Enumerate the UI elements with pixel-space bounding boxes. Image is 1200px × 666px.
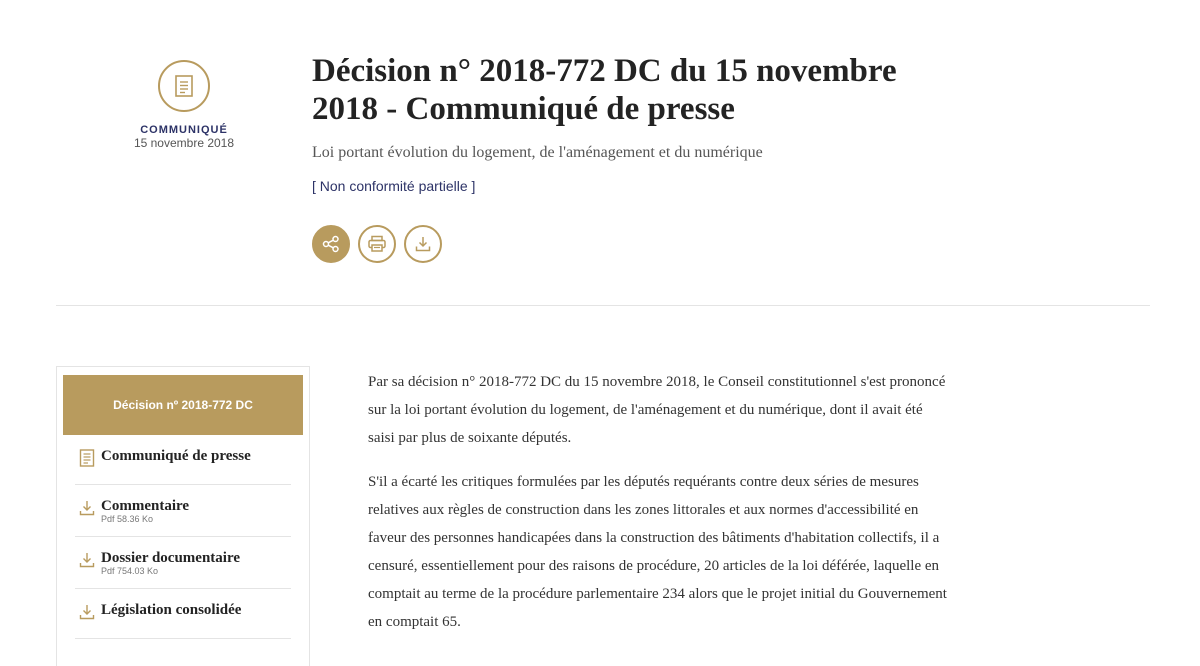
sidebar-item-label: Dossier documentaire xyxy=(101,550,241,566)
share-button[interactable] xyxy=(312,225,350,263)
section-divider xyxy=(56,305,1150,306)
download-icon xyxy=(79,603,95,621)
press-release-body xyxy=(368,368,953,652)
download-button[interactable] xyxy=(404,225,442,263)
paragraph: S'il a écarté les critiques formulées par les députés requérants contre deux séries de mesures relatives aux règles de construction dans les zones littorales et aux normes d'accessibilité en faveur des personnes handicapées dans la construction des bâtiments d'habitation collectifs, il a censuré, essentiellement pour des raisons de procédure, 20 articles de la loi déférée, laquelle en comptait au terme de la procédure parlementaire 234 alors que le projet initial du Gouvernement en comptait 65. xyxy=(368,474,947,630)
badge-type: COMMUNIQUÉ xyxy=(140,124,228,136)
document-type-badge xyxy=(120,60,248,150)
decision-status: [ Non conformité partielle ] xyxy=(312,178,476,194)
share-icon xyxy=(322,235,340,253)
document-icon xyxy=(79,449,95,467)
sidebar-item-communique[interactable] xyxy=(75,435,291,485)
sidebar-item-label: Commentaire xyxy=(101,498,190,514)
action-buttons xyxy=(312,225,442,263)
badge-circle xyxy=(158,60,210,112)
page-title: Décision n° 2018-772 DC du 15 novembre 2018 - Communiqué de presse xyxy=(312,53,897,127)
sidebar-item-label: Communiqué de presse xyxy=(101,448,251,464)
sidebar-item-legislation[interactable] xyxy=(75,589,291,639)
download-icon xyxy=(79,499,95,517)
file-size: Pdf 754.03 Ko xyxy=(101,566,159,576)
badge-date: 15 novembre 2018 xyxy=(133,136,235,150)
decision-sidebar xyxy=(56,366,310,666)
download-icon xyxy=(79,551,95,569)
print-icon xyxy=(367,235,387,253)
download-icon xyxy=(414,235,432,253)
file-size: Pdf 58.36 Ko xyxy=(101,514,154,524)
print-button[interactable] xyxy=(358,225,396,263)
sidebar-item-dossier[interactable] xyxy=(75,537,291,589)
sidebar-item-commentaire[interactable] xyxy=(75,485,291,537)
page-subtitle: Loi portant évolution du logement, de l'aménagement et du numérique xyxy=(312,144,763,161)
sidebar-header[interactable]: Décision nº 2018-772 DC xyxy=(63,375,303,435)
sidebar-item-label: Législation consolidée xyxy=(101,602,242,618)
paragraph: Par sa décision n° 2018-772 DC du 15 novembre 2018, le Conseil constitutionnel s'est prononcé sur la loi portant évolution du logement, de l'aménagement et du numérique, dont il avait été saisi par plus de soixante députés. xyxy=(368,374,946,446)
document-icon xyxy=(173,74,195,98)
